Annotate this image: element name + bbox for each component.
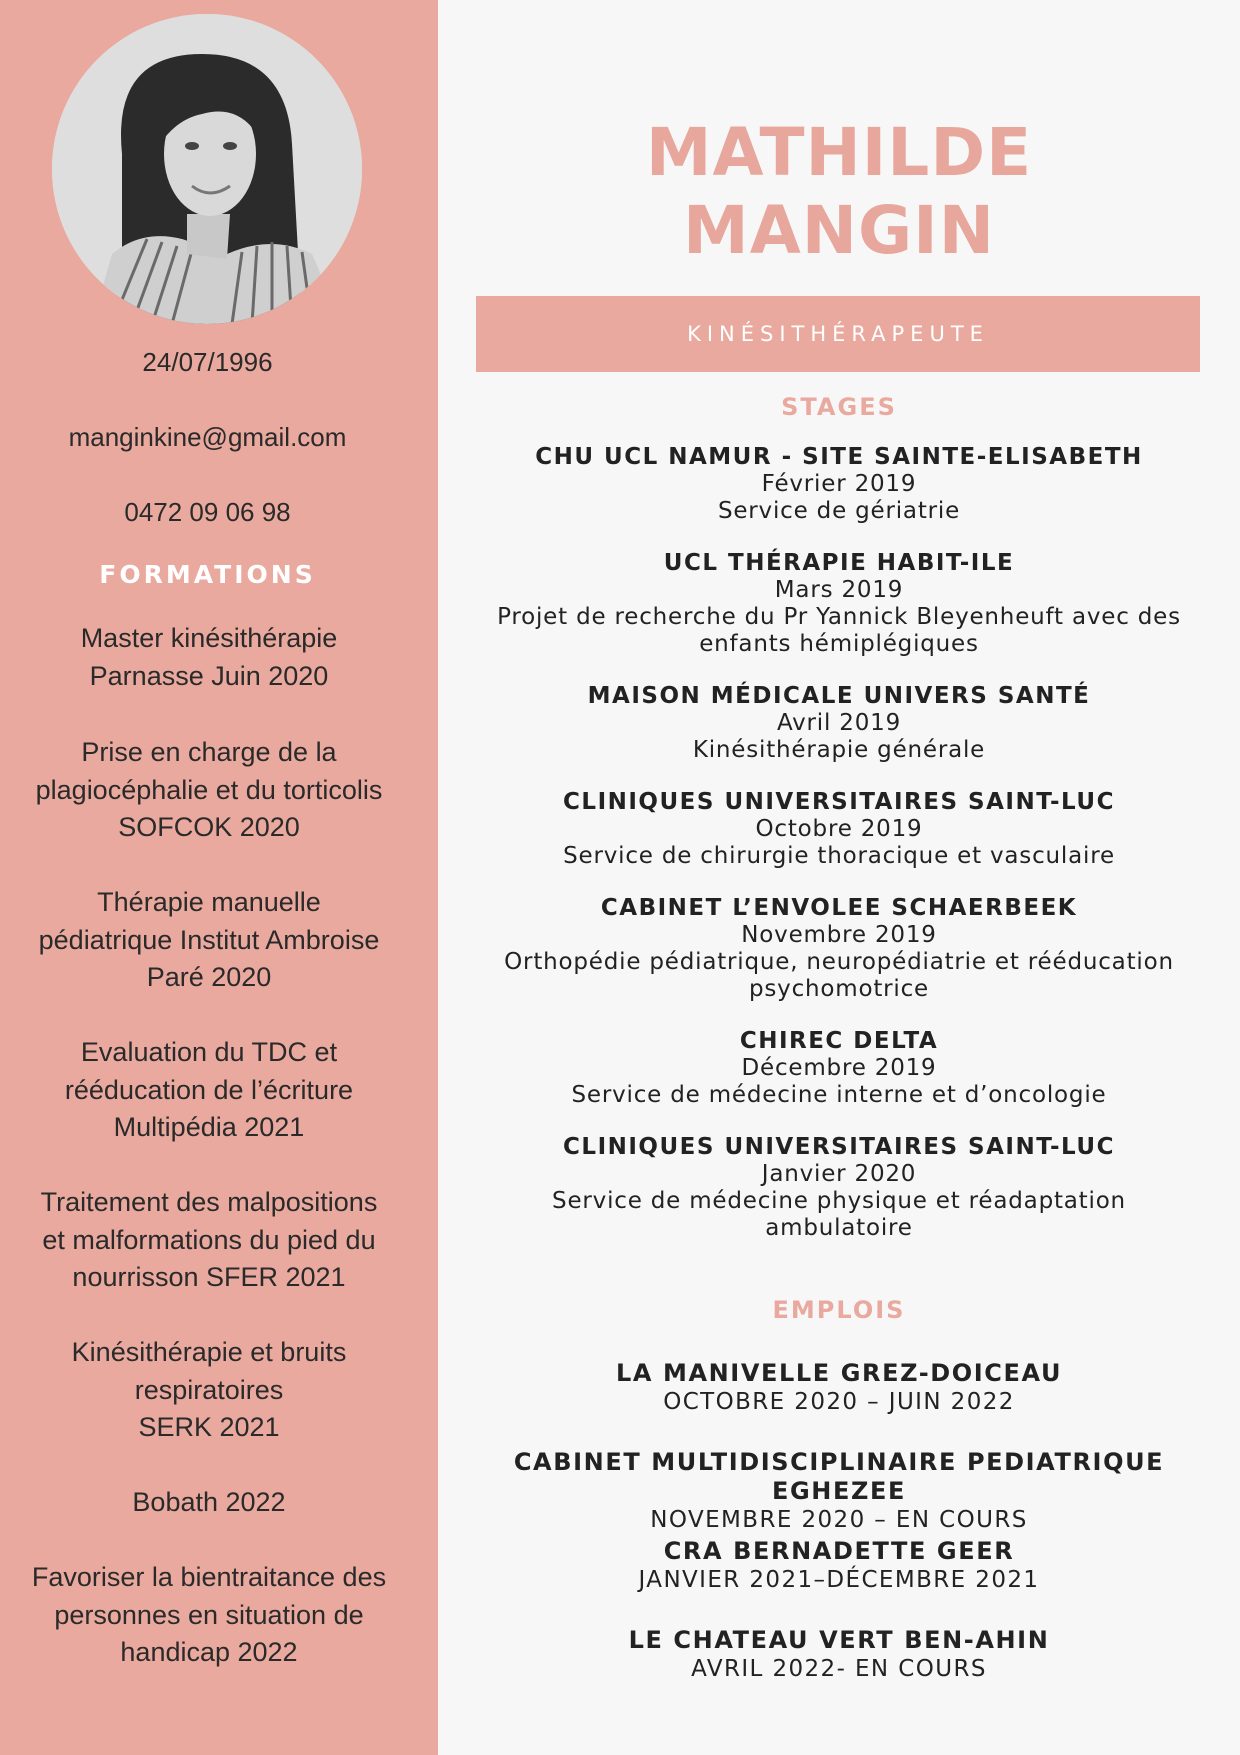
formation-item: Prise en charge de la plagiocéphalie et du torticolis SOFCOK 2020 — [35, 737, 383, 842]
formation-item: Master kinésithérapie Parnasse Juin 2020 — [80, 623, 338, 691]
first-name: MATHILDE — [645, 114, 1033, 191]
sidebar — [0, 0, 438, 1755]
stage-entry: CLINIQUES UNIVERSITAIRES SAINT-LUC Janvier 2020 Service de médecine physique et réadaptation ambulatoire — [552, 1134, 1126, 1241]
formation-item: Kinésithérapie et bruits respiratoires SERK 2021 — [71, 1337, 347, 1442]
stages-heading: STAGES — [781, 393, 897, 421]
job-title-banner — [476, 296, 1200, 372]
job-title: KINÉSITHÉRAPEUTE — [687, 322, 989, 346]
profile-photo — [52, 14, 362, 324]
stage-entry: CHIREC DELTA Décembre 2019 Service de médecine interne et d’oncologie — [571, 1028, 1107, 1108]
job-entry: LE CHATEAU VERT BEN-AHIN AVRIL 2022- EN COURS — [628, 1626, 1050, 1682]
stage-entry: CABINET L’ENVOLEE SCHAERBEEK Novembre 2019 Orthopédie pédiatrique, neuropédiatrie et rééducation psychomotrice — [504, 895, 1174, 1002]
formation-item: Bobath 2022 — [132, 1487, 286, 1517]
email[interactable]: manginkine@gmail.com — [68, 422, 347, 452]
stage-entry: UCL THÉRAPIE HABIT-ILE Mars 2019 Projet de recherche du Pr Yannick Bleyenheuft avec des enfants hémiplégiques — [497, 550, 1181, 657]
job-entry: CABINET MULTIDISCIPLINAIRE PEDIATRIQUE EGHEZEE NOVEMBRE 2020 – EN COURS — [513, 1448, 1165, 1533]
phone[interactable]: 0472 09 06 98 — [124, 497, 291, 527]
formation-item: Traitement des malpositions et malformations du pied du nourrisson SFER 2021 — [40, 1187, 378, 1292]
stage-entry: CLINIQUES UNIVERSITAIRES SAINT-LUC Octobre 2019 Service de chirurgie thoracique et vasculaire — [563, 789, 1115, 869]
main-content — [438, 0, 1240, 1755]
formations-heading: FORMATIONS — [99, 560, 316, 589]
job-entry: CRA BERNADETTE GEER JANVIER 2021–DÉCEMBRE 2021 — [638, 1537, 1040, 1593]
stage-entry: MAISON MÉDICALE UNIVERS SANTÉ Avril 2019 Kinésithérapie générale — [587, 683, 1091, 763]
formation-item: Favoriser la bientraitance des personnes en situation de handicap 2022 — [31, 1562, 387, 1667]
stage-entry: CHU UCL NAMUR - SITE SAINTE-ELISABETH Février 2019 Service de gériatrie — [535, 444, 1143, 524]
job-entry: LA MANIVELLE GREZ-DOICEAU OCTOBRE 2020 – JUIN 2022 — [615, 1359, 1063, 1415]
emplois-heading: EMPLOIS — [772, 1296, 906, 1324]
formation-item: Thérapie manuelle pédiatrique Institut Ambroise Paré 2020 — [38, 887, 380, 992]
portrait-image — [52, 14, 362, 324]
birthdate: 24/07/1996 — [142, 347, 273, 377]
formation-item: Evaluation du TDC et rééducation de l’écriture Multipédia 2021 — [64, 1037, 354, 1142]
last-name: MANGIN — [683, 192, 995, 269]
